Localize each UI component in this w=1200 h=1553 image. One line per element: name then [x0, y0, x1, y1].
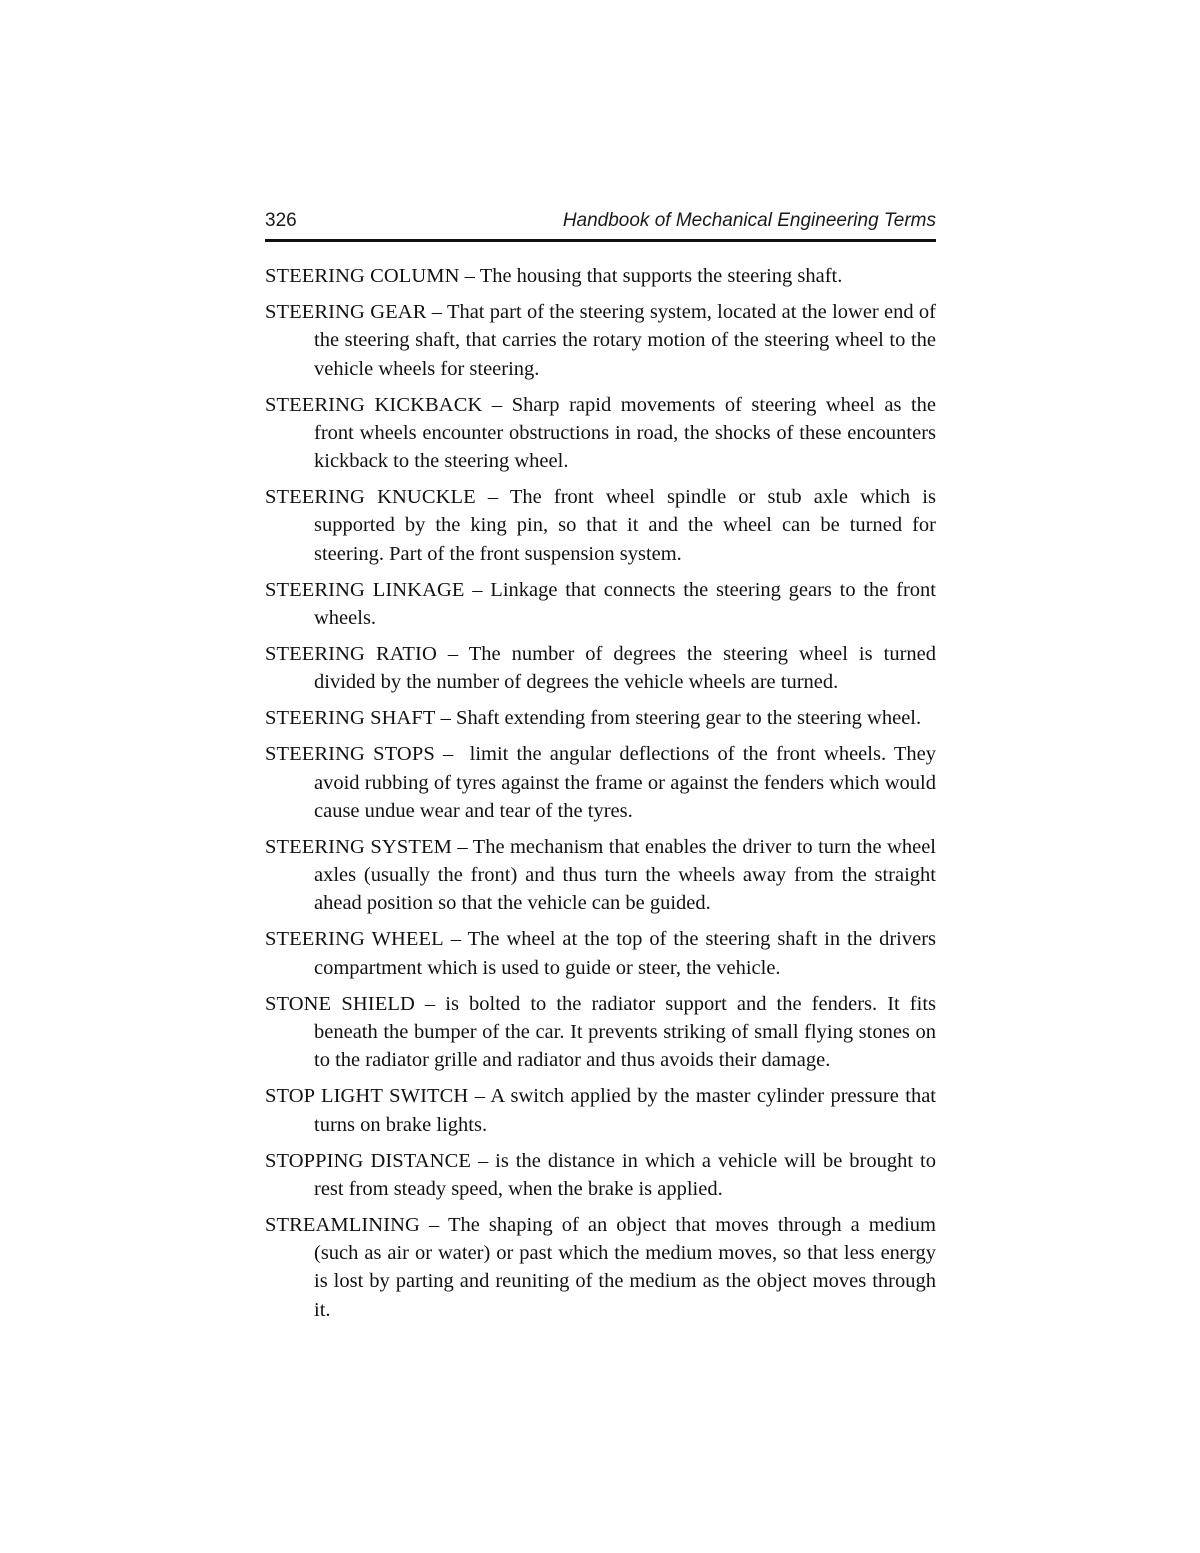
entry-separator: – — [426, 300, 447, 323]
entry-separator: – — [419, 1213, 448, 1236]
entry-term: STREAMLINING — [265, 1213, 420, 1236]
entry-separator: – — [414, 992, 446, 1015]
glossary-entry — [265, 1147, 936, 1204]
glossary-entry — [265, 925, 936, 982]
entry-separator: – — [464, 578, 491, 601]
entry-separator: – — [470, 1149, 496, 1172]
entry-term: STEERING COLUMN — [265, 265, 460, 287]
glossary-entry — [265, 391, 936, 476]
entry-separator: – — [482, 393, 512, 416]
entry-term: STEERING LINKAGE — [265, 578, 465, 601]
glossary-entry — [265, 990, 936, 1075]
entry-term: STEERING RATIO — [265, 643, 437, 665]
glossary-entry — [265, 1211, 936, 1324]
entry-term: STEERING SYSTEM — [265, 835, 452, 858]
glossary-entries — [265, 262, 936, 1332]
entry-separator: – — [434, 743, 462, 766]
running-title: Handbook of Mechanical Engineering Terms — [562, 210, 936, 231]
glossary-entry — [265, 1082, 936, 1139]
glossary-entry — [265, 740, 936, 825]
entry-definition: is the distance in which a vehicle will be brought to rest from steady speed, when the brake is applied. — [314, 1149, 936, 1200]
entry-definition: The number of degrees the steering wheel is turned divided by the number of degrees the vehicle wheels are turned. — [314, 643, 936, 694]
entry-definition: Linkage that connects the steering gears to the front wheels. — [314, 578, 937, 630]
glossary-entry — [265, 704, 936, 732]
page-number: 326 — [265, 210, 297, 231]
entry-definition: limit the angular deflections of the front wheels. They avoid rubbing of tyres against the frame or against the fenders which would cause undue wear and tear of the tyres. — [314, 743, 937, 822]
entry-separator: – — [451, 835, 473, 858]
entry-separator: – — [435, 707, 457, 730]
entry-separator: – — [459, 265, 480, 287]
glossary-entry — [265, 833, 936, 918]
entry-definition: A switch applied by the master cylinder pressure that turns on brake lights. — [314, 1085, 936, 1136]
entry-term: STEERING STOPS — [265, 743, 435, 766]
page-header — [265, 210, 936, 240]
header-rule — [265, 239, 936, 242]
entry-definition: The housing that supports the steering shaft. — [479, 265, 843, 287]
entry-separator: – — [468, 1085, 491, 1108]
entry-separator: – — [475, 486, 510, 509]
entry-definition: The mechanism that enables the driver to turn the wheel axles (usually the front) and thus turn the wheels away from the straight ahead position so that the vehicle can be guided. — [314, 835, 936, 915]
entry-definition: is bolted to the radiator support and the fenders. It fits beneath the bumper of the car. It prevents striking of small flying stones on to the radiator grille and radiator and thus avoids their damage. — [314, 992, 936, 1072]
entry-definition: That part of the steering system, located at the lower end of the steering shaft, that carries the rotary motion of the steering wheel to the vehicle wheels for steering. — [314, 300, 936, 380]
glossary-entry — [265, 640, 936, 697]
entry-definition: The front wheel spindle or stub axle which is supported by the king pin, so that it and the wheel can be turned for steering. Part of the front suspension system. — [314, 486, 936, 565]
entry-separator: – — [436, 643, 469, 665]
entry-definition: The shaping of an object that moves through a medium (such as air or water) or past which the medium moves, so that less energy is lost by parting and reuniting of the medium as the object moves through it. — [314, 1213, 936, 1321]
entry-definition: Shaft extending from steering gear to the steering wheel. — [456, 707, 922, 730]
entry-separator: – — [443, 928, 468, 951]
glossary-entry — [265, 262, 936, 290]
entry-term: STEERING SHAFT — [265, 707, 436, 730]
entry-definition: Sharp rapid movements of steering wheel as the front wheels encounter obstructions in road, the shocks of these encounters kickback to the steering wheel. — [314, 393, 937, 473]
entry-term: STONE SHIELD — [265, 992, 415, 1015]
entry-term: STEERING KICKBACK — [265, 393, 483, 416]
entry-term: STOP LIGHT SWITCH — [265, 1085, 469, 1108]
entry-term: STEERING GEAR — [265, 300, 427, 323]
glossary-entry — [265, 483, 936, 568]
entry-term: STEERING WHEEL — [265, 928, 444, 951]
entry-definition: The wheel at the top of the steering shaft in the drivers compartment which is used to guide or steer, the vehicle. — [314, 928, 937, 979]
entry-term: STOPPING DISTANCE — [265, 1149, 471, 1172]
glossary-entry — [265, 298, 936, 383]
entry-term: STEERING KNUCKLE — [265, 486, 476, 509]
glossary-entry — [265, 576, 936, 633]
